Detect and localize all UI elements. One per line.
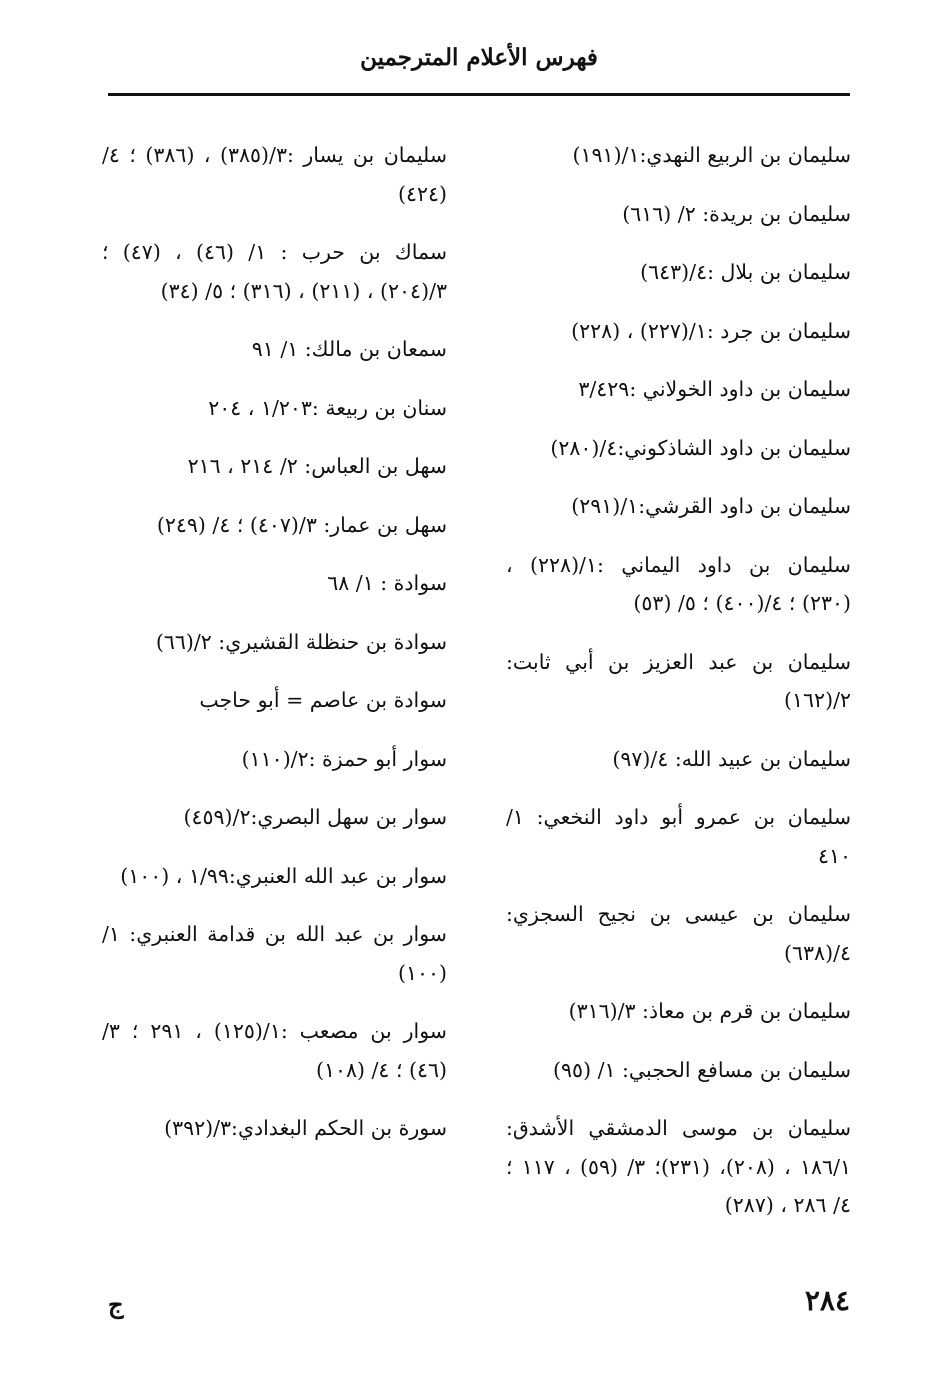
index-entry: سليمان بن عيسى بن نجيح السجزي: ٤/(٦٣٨)	[506, 902, 851, 965]
index-column-right	[506, 136, 851, 1245]
index-entry: سليمان بن داود الخولاني :٣/٤٢٩	[578, 377, 851, 401]
index-column-left	[102, 136, 447, 1168]
index-entry: سوار بن مصعب :١/(١٢٥) ، ٢٩١ ؛ ٣/ (٤٦) ؛ ٤/ (١٠٨)	[102, 1019, 447, 1082]
running-header: فهرس الأعلام المترجمين	[360, 44, 598, 71]
index-entry: سليمان بن بلال :٤/(٦٤٣)	[640, 260, 851, 284]
index-entry: سليمان بن عمرو أبو داود النخعي: ١/ ٤١٠	[506, 805, 851, 868]
index-entry: سليمان بن جرد :١/(٢٢٧) ، (٢٢٨)	[571, 318, 851, 343]
index-entry: سوادة : ١/ ٦٨	[327, 571, 447, 595]
index-entry: سليمان بن الربيع النهدي:١/(١٩١)	[572, 143, 851, 167]
index-entry: سماك بن حرب : ١/ (٤٦) ، (٤٧) ؛ ٣/(٢٠٤) ، (٢١١) ، (٣١٦) ؛ ٥/ (٣٤)	[102, 240, 448, 303]
index-entry: سليمان بن يسار :٣/(٣٨٥) ، (٣٨٦) ؛ ٤/ (٤٢٤)	[102, 143, 447, 206]
index-entry: سليمان بن داود الشاذكوني:٤/(٢٨٠)	[550, 435, 851, 460]
index-entry: سليمان بن داود القرشي:١/(٢٩١)	[571, 494, 851, 518]
index-entry: سمعان بن مالك: ١/ ٩١	[251, 337, 447, 361]
index-entry: سليمان بن قرم بن معاذ: ٣/(٣١٦)	[568, 999, 851, 1023]
index-entry: سوار بن سهل البصري:٢/(٤٥٩)	[183, 805, 447, 829]
index-entry: سوار بن عبد الله العنبري:١/٩٩ ، (١٠٠)	[120, 863, 447, 888]
index-entry: سليمان بن داود اليماني :١/(٢٢٨) ، (٢٣٠) ؛ ٤/(٤٠٠) ؛ ٥/ (٥٣)	[506, 552, 851, 615]
page-number: ٢٨٤	[804, 1284, 850, 1317]
index-entry: سليمان بن موسى الدمشقي الأشدق: ١٨٦/١ ، (٢٠٨)، (٢٣١)؛ ٣/ (٥٩) ، ١١٧ ؛ ٤/ ٢٨٦ ، (٢٨٧)	[506, 1116, 851, 1217]
index-entry: سليمان بن مسافع الحجبي: ١/ (٩٥)	[553, 1057, 851, 1082]
index-entry: سهل بن العباس: ٢/ ٢١٤ ، ٢١٦	[187, 454, 447, 478]
index-entry: سوار بن عبد الله بن قدامة العنبري: ١/ (١٠٠)	[102, 922, 447, 985]
header-rule	[108, 93, 850, 96]
index-entry: سهل بن عمار: ٣/(٤٠٧) ؛ ٤/ (٢٤٩)	[156, 512, 447, 537]
signature-mark: ج	[108, 1290, 124, 1319]
index-entry: سليمان بن عبيد الله: ٤/(٩٧)	[612, 746, 851, 771]
index-entry: سنان بن ربيعة :١/٢٠٣ ، ٢٠٤	[208, 395, 447, 420]
index-entry: سوادة بن حنظلة القشيري: ٢/(٦٦)	[155, 629, 447, 654]
index-entry: سورة بن الحكم البغدادي:٣/(٣٩٢)	[164, 1116, 447, 1140]
index-entry: سليمان بن بريدة: ٢/ (٦١٦)	[622, 201, 851, 226]
index-entry: سوادة بن عاصم = أبو حاجب	[199, 688, 447, 712]
index-entry: سوار أبو حمزة :٢/(١١٠)	[241, 746, 447, 771]
index-entry: سليمان بن عبد العزيز بن أبي ثابت: ٢/(١٦٢)	[506, 649, 851, 712]
